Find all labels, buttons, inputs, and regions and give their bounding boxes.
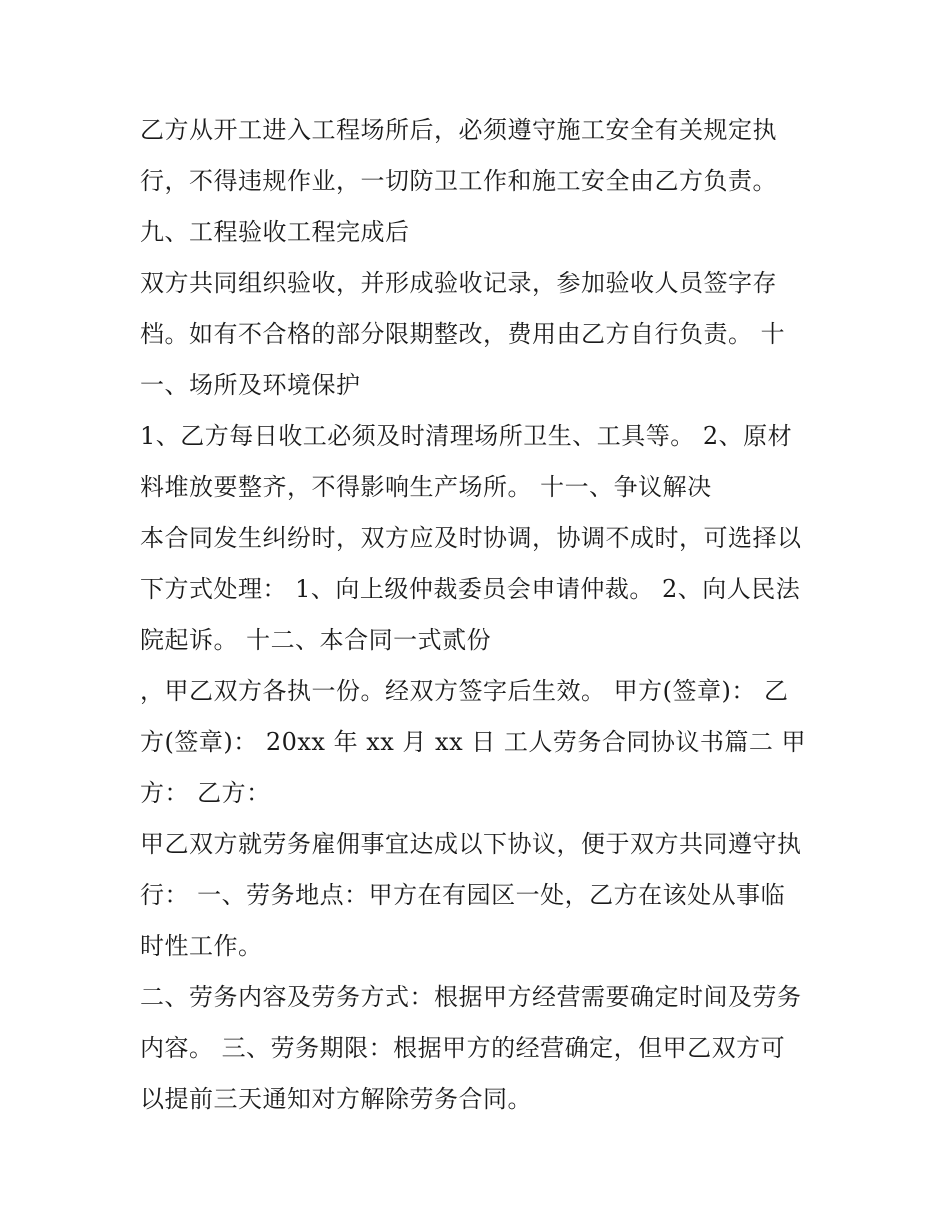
text-line-11: 院起诉。 十二、本合同一式贰份 (140, 626, 492, 654)
text-line-17: 时性工作。 (140, 932, 263, 960)
text-line-7: 1、乙方每日收工必须及时清理场所卫生、工具等。 2、原材 (140, 422, 793, 450)
document-body (140, 105, 830, 1125)
text-line-5: 档。如有不合格的部分限期整改，费用由乙方自行负责。 十 (140, 320, 786, 348)
text-line-8: 料堆放要整齐，不得影响生产场所。 十一、争议解决 (140, 473, 712, 501)
text-line-19: 内容。 三、劳务期限：根据甲方的经营确定，但甲乙双方可 (140, 1034, 786, 1062)
text-line-18: 二、劳务内容及劳务方式：根据甲方经营需要确定时间及劳务 (140, 983, 802, 1011)
text-line-9: 本合同发生纠纷时，双方应及时协调，协调不成时，可选择以 (140, 524, 802, 552)
text-line-15: 甲乙双方就劳务雇佣事宜达成以下协议，便于双方共同遵守执 (140, 830, 802, 858)
text-line-16: 行： 一、劳务地点：甲方在有园区一处，乙方在该处从事临 (140, 881, 786, 909)
text-line-12: ，甲乙双方各执一份。经双方签字后生效。 甲方(签章)： 乙 (140, 677, 789, 705)
text-line-13: 方(签章)： 20xx 年 xx 月 xx 日 工人劳务合同协议书篇二 甲 (140, 728, 807, 756)
text-line-6: 一、场所及环境保护 (140, 371, 361, 399)
text-line-1: 乙方从开工进入工程场所后，必须遵守施工安全有关规定执 (140, 116, 777, 144)
text-line-3: 九、工程验收工程完成后 (140, 218, 410, 246)
text-line-10: 下方式处理： 1、向上级仲裁委员会申请仲裁。 2、向人民法 (140, 575, 801, 603)
text-line-20: 以提前三天通知对方解除劳务合同。 (140, 1085, 532, 1113)
text-line-4: 双方共同组织验收，并形成验收记录，参加验收人员签字存 (140, 269, 777, 297)
text-line-2: 行，不得违规作业，一切防卫工作和施工安全由乙方负责。 (140, 167, 777, 195)
text-line-14: 方： 乙方： (140, 779, 271, 807)
